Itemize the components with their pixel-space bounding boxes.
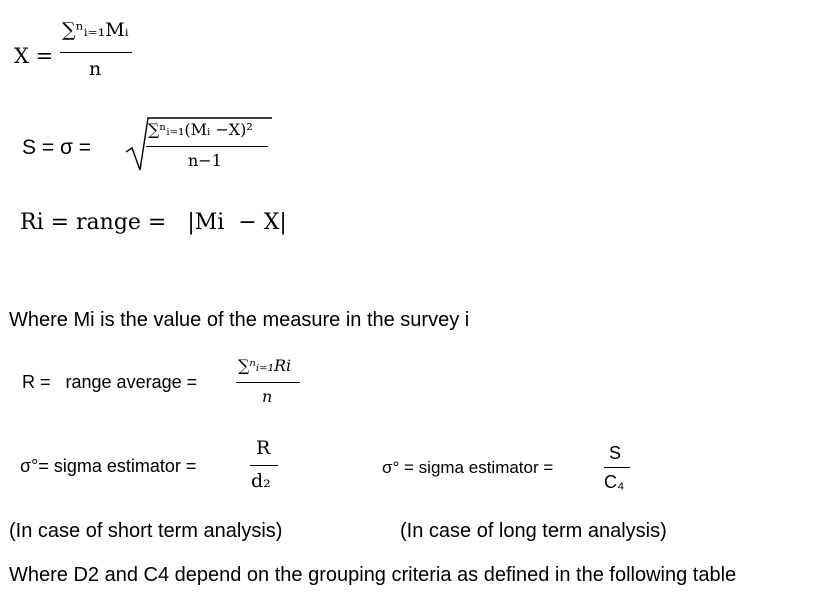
range-avg-lhs: R = range average = [22,372,198,392]
long-term-caption: (In case of long term analysis) [400,520,667,542]
sigma-numerator: ∑ⁿᵢ₌₁(Mᵢ −X)² [148,120,253,139]
sigma-denominator: n−1 [188,151,222,170]
mean-lhs: X = [14,44,54,68]
where-d2-c4-text: Where D2 and C4 depend on the grouping criteria as defined in the following table [9,564,737,586]
range-avg-numerator: ∑ⁿᵢ₌₁Ri [238,356,292,375]
short-term-numerator: R [256,437,271,459]
sigma-fraction-bar [146,146,268,147]
range-text: Ri = range = |Mi − X| [20,210,287,235]
mean-numerator: ∑ⁿᵢ₌₁Mᵢ [62,19,129,41]
mean-fraction-bar [60,52,132,53]
long-term-numerator: S [609,443,622,463]
range-avg-denominator: n [262,387,273,406]
short-term-denominator: d₂ [251,470,271,492]
short-term-fraction-bar [250,465,278,466]
short-term-lhs: σ°= sigma estimator = [20,456,197,476]
long-term-denominator: C₄ [604,472,625,492]
sigma-lhs: S = σ = [22,136,91,159]
where-mi-text: Where Mi is the value of the measure in the survey i [9,309,470,331]
mean-denominator: n [89,58,102,80]
short-term-caption: (In case of short term analysis) [9,520,283,542]
long-term-fraction-bar [604,467,630,468]
long-term-lhs: σ° = sigma estimator = [382,458,554,477]
range-avg-fraction-bar [236,382,300,383]
